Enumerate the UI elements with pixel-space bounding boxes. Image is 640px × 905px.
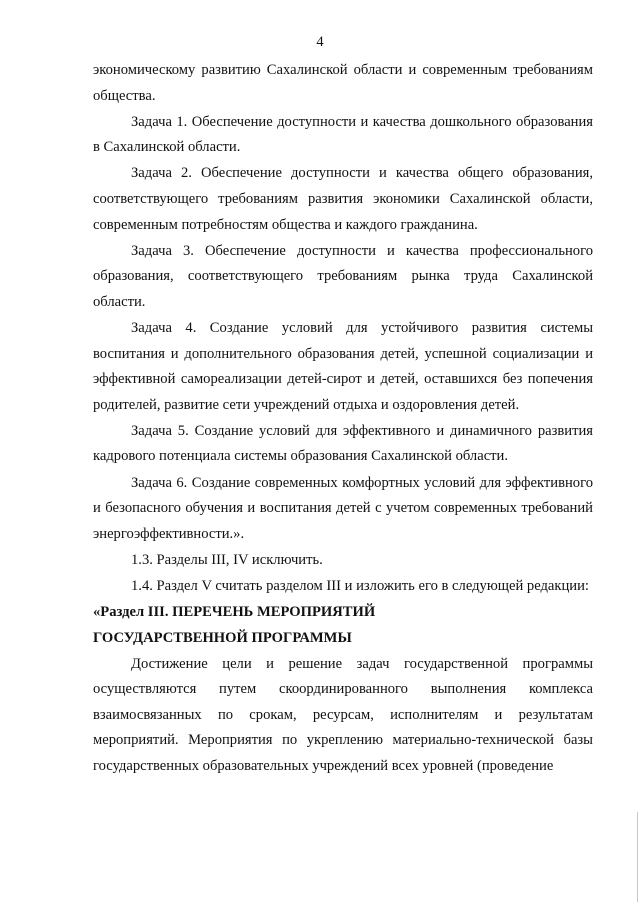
section-heading-line-2: ГОСУДАРСТВЕННОЙ ПРОГРАММЫ [93,629,352,646]
paragraph-task-5: Задача 5. Создание условий для эффективного и динамичного развития кадрового потенциала системы образования Сахалинской области. [93,422,593,465]
paragraph-task-3: Задача 3. Обеспечение доступности и качества профессионального образования, соответствующего требованиям рынка труда Сахалинской области. [93,242,593,310]
paragraph-final: Достижение цели и решение задач государственной программы осуществляются путем скоординированного выполнения комплекса взаимосвязанных по срокам, ресурсам, исполнителям и результатам мероприятий. Мероприятия по укреплению материально-технической базы государственных образовательных учреждений всех уровней (проведение [93,655,593,775]
paragraph-task-1: Задача 1. Обеспечение доступности и качества дошкольного образования в Сахалинской области. [93,113,593,156]
paragraph-continuation: экономическому развитию Сахалинской области и современным требованиям общества. [93,62,593,104]
page-number: 4 [316,34,324,50]
paragraph-item-1-4: 1.4. Раздел V считать разделом III и изложить его в следующей редакции: [131,577,589,594]
paragraph-task-6: Задача 6. Создание современных комфортных условий для эффективного и безопасного обучения и воспитания детей с учетом современных требований энергоэффективности.». [93,474,593,542]
section-heading-line-1: «Раздел III. ПЕРЕЧЕНЬ МЕРОПРИЯТИЙ [93,603,376,620]
paragraph-task-2: Задача 2. Обеспечение доступности и качества общего образования, соответствующего требованиям развития экономики Сахалинской области, современным потребностям общества и каждого гражданина. [93,165,593,233]
scan-edge-mark [637,812,638,902]
document-body [93,58,593,780]
paragraph-task-4: Задача 4. Создание условий для устойчивого развития системы воспитания и дополнительного образования детей, успешной социализации и эффективной самореализации детей-сирот и детей, оставшихся без попечения родителей, развитие сети учреждений отдыха и оздоровления детей. [93,319,593,413]
paragraph-item-1-3: 1.3. Разделы III, IV исключить. [131,551,323,568]
